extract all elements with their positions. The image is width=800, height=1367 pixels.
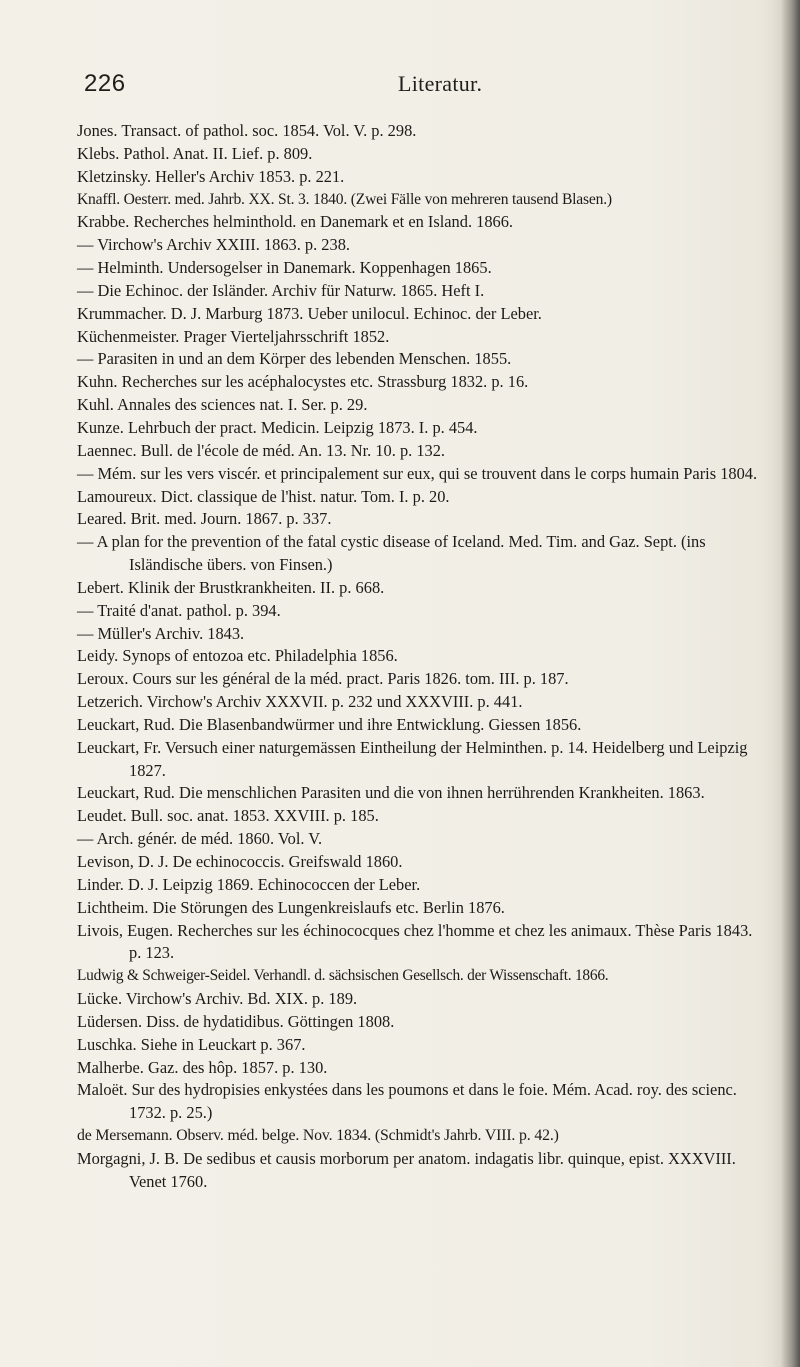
bibliography-entry: Leroux. Cours sur les général de la méd. pract. Paris 1826. tom. III. p. 187. — [77, 669, 569, 689]
bibliography-entry: Küchenmeister. Prager Vierteljahrsschrift 1852. — [77, 326, 390, 346]
bibliography-entry: — Helminth. Undersogelser in Danemark. Koppenhagen 1865. — [77, 258, 492, 278]
bibliography-list — [77, 120, 767, 1194]
bibliography-entry: Letzerich. Virchow's Archiv XXXVII. p. 232 und XXXVIII. p. 441. — [77, 692, 523, 712]
bibliography-entry: Krummacher. D. J. Marburg 1873. Ueber unilocul. Echinoc. der Leber. — [77, 303, 542, 323]
bibliography-entry: Knaffl. Oesterr. med. Jahrb. XX. St. 3. 1840. (Zwei Fälle von mehreren tausend Blasen.) — [77, 190, 612, 208]
bibliography-entry: — Die Echinoc. der Isländer. Archiv für Naturw. 1865. Heft I. — [77, 280, 485, 300]
bibliography-entry: — Parasiten in und an dem Körper des lebenden Menschen. 1855. — [77, 349, 512, 369]
bibliography-entry: Kunze. Lehrbuch der pract. Medicin. Leipzig 1873. I. p. 454. — [77, 417, 478, 437]
bibliography-entry: Linder. D. J. Leipzig 1869. Echinococcen der Leber. — [77, 874, 421, 894]
page-number: 226 — [84, 70, 126, 97]
bibliography-entry: Leared. Brit. med. Journ. 1867. p. 337. — [77, 509, 332, 529]
bibliography-entry: Levison, D. J. De echinococcis. Greifswald 1860. — [77, 852, 403, 871]
bibliography-entry: — Müller's Archiv. 1843. — [77, 623, 245, 643]
bibliography-entry: Klebs. Pathol. Anat. II. Lief. p. 809. — [77, 143, 313, 163]
bibliography-entry: Jones. Transact. of pathol. soc. 1854. Vol. V. p. 298. — [77, 121, 417, 140]
bibliography-entry: Leuckart, Rud. Die menschlichen Parasiten und die von ihnen herrührenden Krankheiten. 1863. — [77, 783, 705, 803]
bibliography-entry: — Mém. sur les vers viscér. et principalement sur eux, qui se trouvent dans le corps humain Paris 1804. — [77, 463, 758, 483]
bibliography-entry: Luschka. Siehe in Leuckart p. 367. — [77, 1034, 306, 1054]
bibliography-entry: Malherbe. Gaz. des hôp. 1857. p. 130. — [77, 1057, 328, 1077]
bibliography-entry: — A plan for the prevention of the fatal cystic disease of Iceland. Med. Tim. and Gaz. Sept. (ins Isländische übers. von Finsen.) — [77, 532, 706, 575]
bibliography-entry: Krabbe. Recherches helminthold. en Danemark et en Island. 1866. — [77, 212, 514, 232]
page-binding-edge — [772, 0, 800, 1367]
bibliography-entry: Leudet. Bull. soc. anat. 1853. XXVIII. p. 185. — [77, 806, 379, 826]
bibliography-entry: Lamoureux. Dict. classique de l'hist. natur. Tom. I. p. 20. — [77, 486, 450, 506]
bibliography-entry: Maloët. Sur des hydropisies enkystées dans les poumons et dans le foie. Mém. Acad. roy. des scienc. 1732. p. 25.) — [77, 1080, 737, 1123]
bibliography-entry: de Mersemann. Observ. méd. belge. Nov. 1834. (Schmidt's Jahrb. VIII. p. 42.) — [77, 1127, 559, 1145]
bibliography-entry: Kuhn. Recherches sur les acéphalocystes etc. Strassburg 1832. p. 16. — [77, 372, 529, 392]
bibliography-entry: Leuckart, Rud. Die Blasenbandwürmer und ihre Entwicklung. Giessen 1856. — [77, 714, 582, 734]
bibliography-entry: Lücke. Virchow's Archiv. Bd. XIX. p. 189. — [77, 989, 358, 1009]
bibliography-entry: Lebert. Klinik der Brustkrankheiten. II. p. 668. — [77, 577, 385, 597]
bibliography-entry: Leidy. Synops of entozoa etc. Philadelphia 1856. — [77, 646, 398, 666]
bibliography-entry: Lüdersen. Diss. de hydatidibus. Göttingen 1808. — [77, 1011, 395, 1031]
bibliography-entry: Leuckart, Fr. Versuch einer naturgemässen Eintheilung der Helminthen. p. 14. Heidelberg und Leipzig 1827. — [77, 737, 748, 780]
bibliography-entry: — Traité d'anat. pathol. p. 394. — [77, 600, 281, 620]
bibliography-entry: Ludwig & Schweiger-Seidel. Verhandl. d. sächsischen Gesellsch. der Wissenschaft. 1866. — [77, 967, 609, 985]
bibliography-entry: — Virchow's Archiv XXIII. 1863. p. 238. — [77, 235, 350, 255]
running-title: Literatur. — [398, 71, 483, 96]
bibliography-entry: Lichtheim. Die Störungen des Lungenkreislaufs etc. Berlin 1876. — [77, 897, 505, 917]
page-header — [84, 70, 740, 100]
bibliography-entry: Livois, Eugen. Recherches sur les échinococques chez l'homme et chez les animaux. Thèse Paris 1843. p. 123. — [77, 920, 753, 963]
bibliography-entry: Kuhl. Annales des sciences nat. I. Ser. p. 29. — [77, 395, 368, 415]
bibliography-entry: — Arch. génér. de méd. 1860. Vol. V. — [77, 829, 323, 849]
bibliography-entry: Kletzinsky. Heller's Archiv 1853. p. 221. — [77, 166, 345, 186]
bibliography-entry: Morgagni, J. B. De sedibus et causis morborum per anatom. indagatis libr. quinque, epist. XXXVIII. Venet 1760. — [77, 1148, 736, 1191]
bibliography-entry: Laennec. Bull. de l'école de méd. An. 13. Nr. 10. p. 132. — [77, 440, 446, 460]
